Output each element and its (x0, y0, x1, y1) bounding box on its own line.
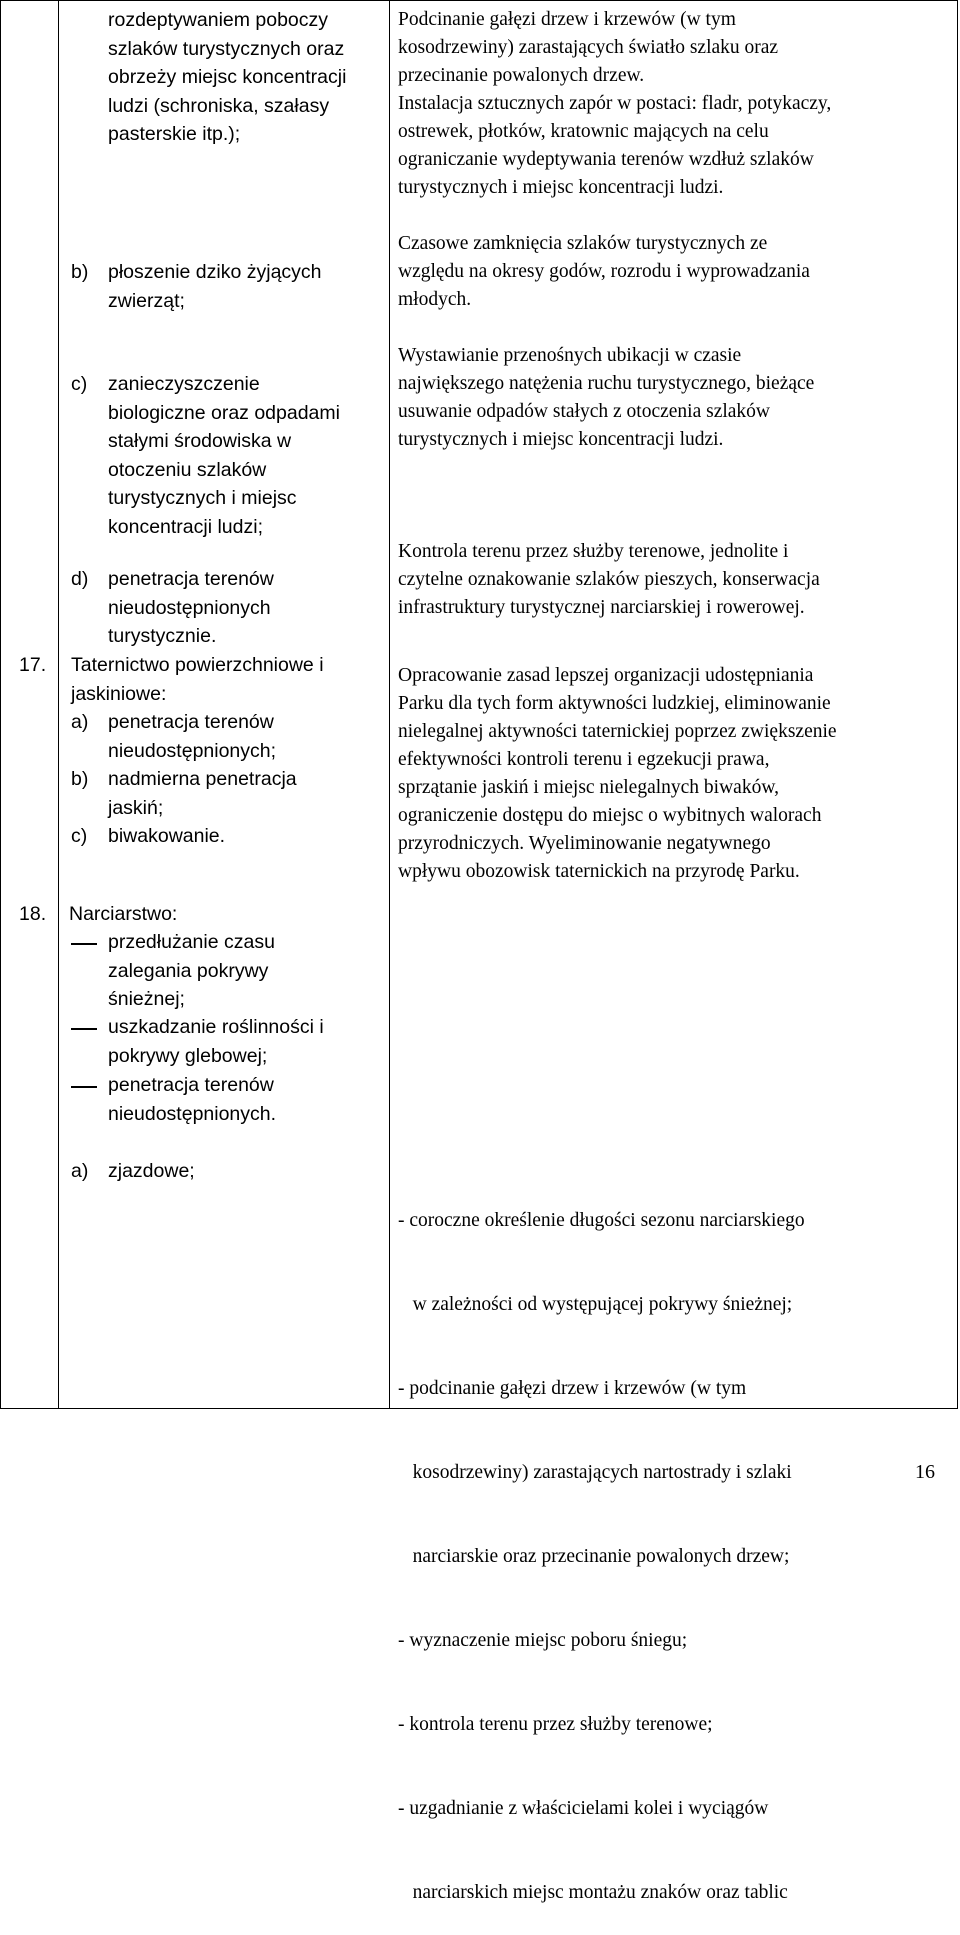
text-line: Podcinanie gałęzi drzew i krzewów (w tym (398, 9, 736, 30)
threat-continuation (108, 6, 346, 149)
text-line: efektywności kontroli terenu i egzekucji prawa, (398, 749, 770, 770)
text-line: jaskiń; (108, 796, 164, 819)
threat-18-bullet-1 (108, 928, 275, 1014)
threat-17-title (71, 651, 324, 708)
text-line: kosodrzewiny) zarastających światło szlaku oraz (398, 37, 779, 58)
item-label-17c: c) (71, 825, 88, 847)
text-line: - podcinanie gałęzi drzew i krzewów (w tym (398, 1378, 747, 1399)
item-label-b: b) (71, 261, 89, 283)
dash-bullet (71, 943, 97, 945)
threat-18-bullet-2 (108, 1013, 324, 1070)
text-line: - uzgadnianie z właścicielami kolei i wyciągów (398, 1798, 769, 1819)
text-line: pasterskie itp.); (108, 123, 241, 145)
text-line: - wyznaczenie miejsc poboru śniegu; (398, 1630, 688, 1651)
text-line: zwierząt; (108, 289, 185, 312)
text-line: obrzeży miejsc koncentracji (108, 66, 347, 88)
threat-18-title: Narciarstwo: (69, 903, 178, 925)
text-line: turystycznych i miejsc (108, 487, 297, 509)
text-line: usuwanie odpadów stałych z otoczenia szlaków (398, 401, 771, 422)
text-line: biwakowanie. (108, 825, 226, 847)
measure-paragraph-5 (398, 662, 837, 886)
text-line: przedłużanie czasu (108, 931, 275, 953)
text-line: nieudostępnionych. (108, 1102, 277, 1125)
threat-b (108, 258, 322, 315)
text-line: jaskiniowe: (71, 682, 167, 705)
text-line: przecinanie powalonych drzew. (398, 65, 645, 86)
text-line: uszkadzanie roślinności i (108, 1016, 324, 1038)
text-line: infrastruktury turystycznej narciarskiej i rowerowej. (398, 597, 805, 618)
threat-17a (108, 708, 276, 765)
column-divider-number (58, 0, 59, 1409)
text-line: Instalacja sztucznych zapór w postaci: fladr, potykaczy, (398, 93, 832, 114)
text-line: czytelne oznakowanie szlaków pieszych, konserwacja (398, 569, 820, 590)
measure-paragraph-4 (398, 538, 820, 622)
text-line: turystycznych i miejsc koncentracji ludzi. (398, 429, 724, 450)
text-line: kosodrzewiny) zarastających nartostrady i szlaki (398, 1462, 792, 1483)
text-line: największego natężenia ruchu turystycznego, bieżące (398, 373, 815, 394)
measure-paragraph-1 (398, 6, 831, 202)
text-line: Wystawianie przenośnych ubikacji w czasie (398, 345, 742, 366)
text-line: wpływu obozowisk taternickich na przyrodę Parku. (398, 861, 800, 882)
text-line: pokrywy glebowej; (108, 1044, 268, 1067)
threat-17b (108, 765, 297, 822)
text-line: narciarskie oraz przecinanie powalonych drzew; (398, 1546, 790, 1567)
text-line: Opracowanie zasad lepszej organizacji udostępniania (398, 665, 814, 686)
text-line: szlaków turystycznych oraz (108, 37, 345, 60)
text-line: koncentracji ludzi; (108, 515, 263, 538)
text-line: turystycznych i miejsc koncentracji ludzi. (398, 177, 724, 198)
dash-bullet (71, 1028, 97, 1030)
text-line: zalegania pokrywy (108, 959, 269, 982)
threat-d (108, 565, 274, 651)
text-line: - coroczne określenie długości sezonu narciarskiego (398, 1210, 805, 1231)
text-line: stałymi środowiska w (108, 430, 292, 452)
text-line: penetracja terenów (108, 1074, 274, 1096)
item-label-d: d) (71, 568, 89, 590)
text-line: nieudostępnionych; (108, 739, 277, 762)
measure-paragraph-3 (398, 342, 814, 454)
measure-paragraph-2 (398, 230, 810, 314)
text-line: ograniczenie dostępu do miejsc o wybitnych walorach (398, 805, 822, 826)
text-line: penetracja terenów (108, 568, 274, 590)
text-line: ostrewek, płotków, kratownic mających na celu (398, 121, 769, 142)
threat-c (108, 370, 340, 541)
item-label-c: c) (71, 373, 88, 395)
text-line: Kontrola terenu przez służby terenowe, jednolite i (398, 541, 789, 562)
threat-18-bullet-3 (108, 1071, 276, 1128)
page-number: 16 (915, 1461, 935, 1483)
threat-17c (108, 822, 225, 851)
text-line: turystycznie. (108, 625, 217, 647)
measure-paragraph-6 (398, 1151, 805, 1935)
item-label-17b: b) (71, 768, 89, 790)
text-line: względu na okresy godów, rozrodu i wyprowadzania (398, 261, 810, 282)
text-line: zanieczyszczenie (108, 373, 260, 395)
column-divider-measures (389, 0, 390, 1409)
text-line: ograniczanie wydeptywania terenów wzdłuż szlaków (398, 149, 814, 170)
text-line: biologiczne oraz odpadami (108, 401, 340, 424)
row-number-17: 17. (19, 654, 47, 676)
text-line: w zależności od występującej pokrywy śnieżnej; (398, 1294, 793, 1315)
text-line: ludzi (schroniska, szałasy (108, 94, 330, 117)
text-line: śnieżnej; (108, 988, 185, 1010)
text-line: Taternictwo powierzchniowe i (71, 654, 324, 676)
dash-bullet (71, 1086, 97, 1088)
threat-18a: zjazdowe; (108, 1160, 195, 1182)
text-line: - kontrola terenu przez służby terenowe; (398, 1714, 713, 1735)
row-number-18: 18. (19, 903, 47, 925)
text-line: penetracja terenów (108, 711, 274, 733)
text-line: nadmierna penetracja (108, 768, 297, 790)
text-line: Czasowe zamknięcia szlaków turystycznych ze (398, 233, 768, 254)
text-line: sprzątanie jaskiń i miejsc nielegalnych biwaków, (398, 777, 780, 798)
text-line: płoszenie dziko żyjących (108, 261, 322, 283)
text-line: narciarskich miejsc montażu znaków oraz tablic (398, 1882, 788, 1903)
item-label-18a: a) (71, 1160, 89, 1182)
text-line: nieudostępnionych (108, 596, 271, 619)
text-line: Parku dla tych form aktywności ludzkiej, eliminowanie (398, 693, 831, 714)
text-line: otoczeniu szlaków (108, 458, 267, 481)
text-line: nielegalnej aktywności taternickiej poprzez zwiększenie (398, 721, 837, 742)
text-line: rozdeptywaniem poboczy (108, 9, 329, 31)
text-line: młodych. (398, 289, 472, 310)
text-line: przyrodniczych. Wyeliminowanie negatywnego (398, 833, 771, 854)
item-label-17a: a) (71, 711, 89, 733)
